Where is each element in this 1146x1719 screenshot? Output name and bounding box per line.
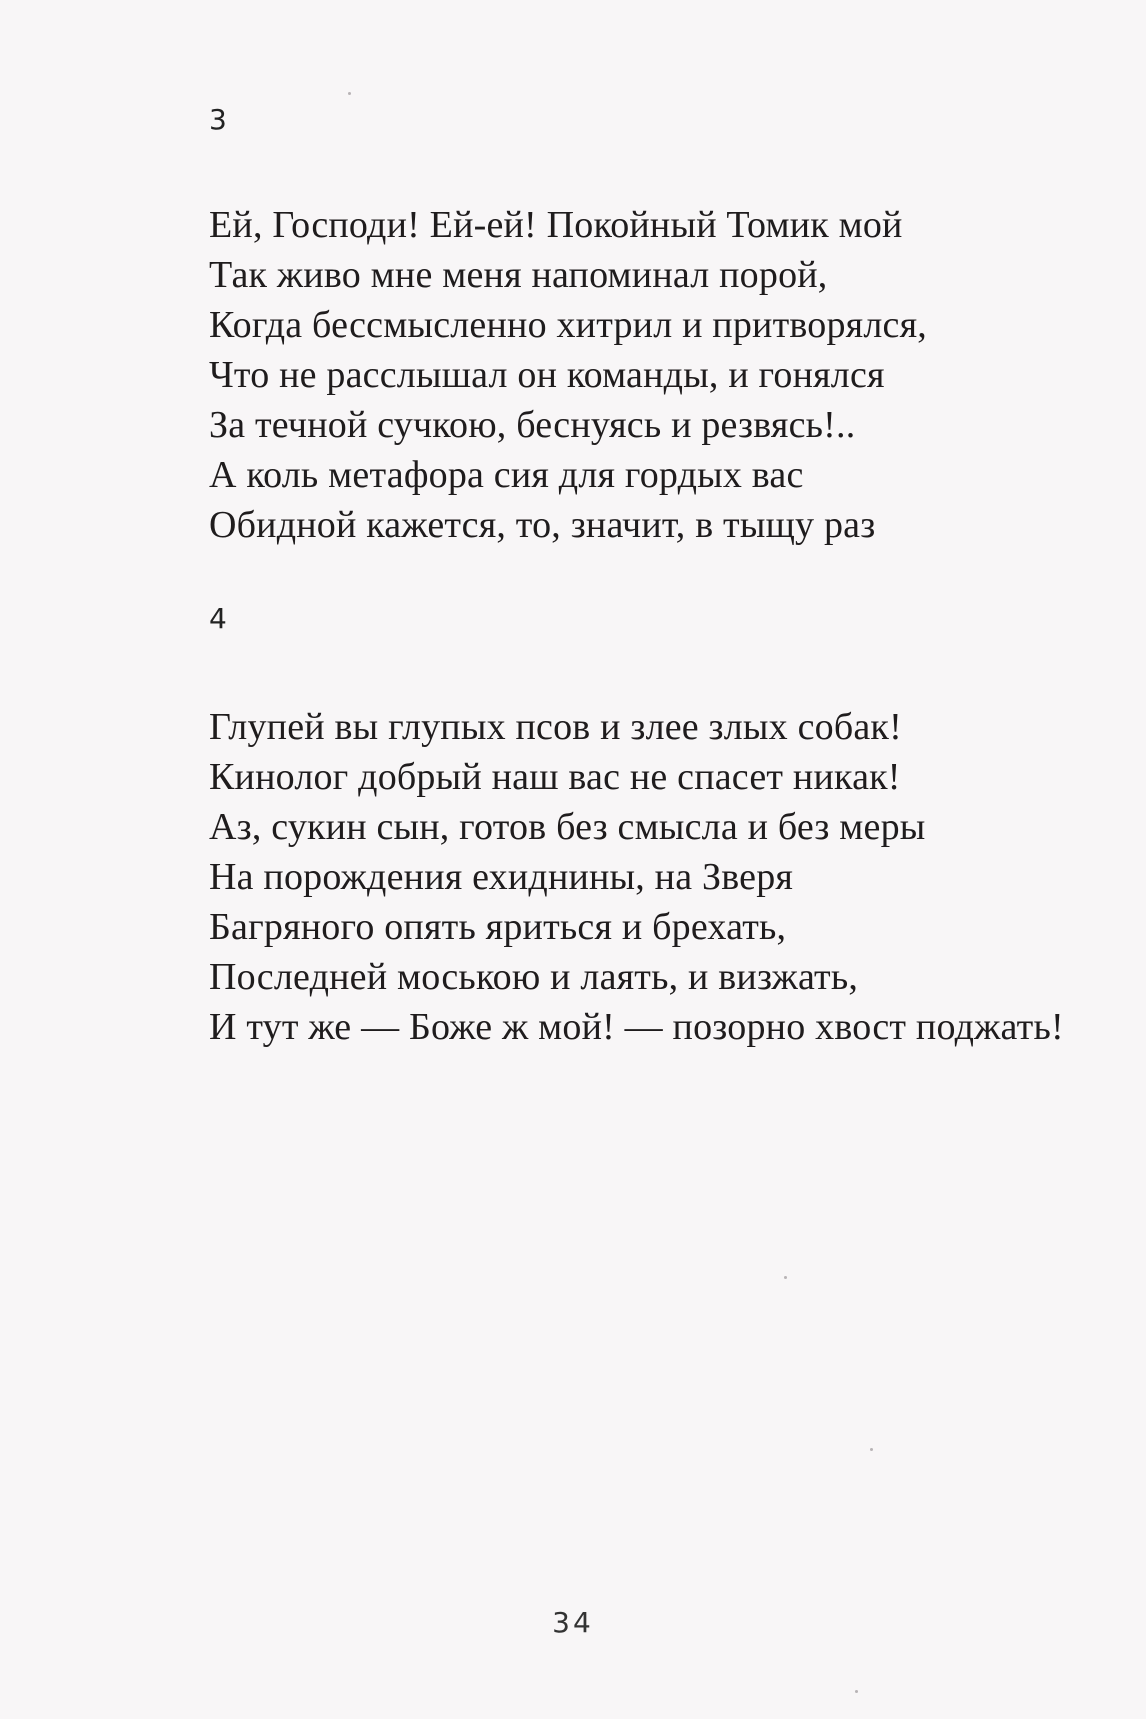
page-number: 34 xyxy=(552,1606,594,1639)
verse-line: Обидной кажется, то, значит, в тыщу раз xyxy=(209,504,876,546)
section-number: 3 xyxy=(209,103,227,136)
stanza xyxy=(209,702,1064,1052)
section-number: 4 xyxy=(209,602,227,635)
verse-line: Так живо мне меня напоминал порой, xyxy=(209,254,828,296)
paper-speck xyxy=(348,92,351,95)
verse-line: А коль метафора сия для гордых вас xyxy=(209,454,804,496)
paper-speck xyxy=(870,1448,873,1451)
verse-line: Аз, сукин сын, готов без смысла и без меры xyxy=(209,806,926,848)
verse-line: Ей, Господи! Ей-ей! Покойный Томик мой xyxy=(209,204,903,246)
stanza xyxy=(209,200,927,550)
verse-line: За течной сучкою, беснуясь и резвясь!.. xyxy=(209,404,856,446)
paper-speck xyxy=(855,1690,858,1693)
verse-line: Последней моською и лаять, и визжать, xyxy=(209,956,859,998)
verse-line: На порождения ехиднины, на Зверя xyxy=(209,856,794,898)
verse-line: Что не расслышал он команды, и гонялся xyxy=(209,354,885,396)
verse-line: Багряного опять яриться и брехать, xyxy=(209,906,787,948)
verse-line: Кинолог добрый наш вас не спасет никак! xyxy=(209,756,901,798)
paper-speck xyxy=(784,1276,787,1279)
verse-line: И тут же — Боже ж мой! — позорно хвост поджать! xyxy=(209,1006,1064,1048)
verse-line: Глупей вы глупых псов и злее злых собак! xyxy=(209,706,902,748)
verse-line: Когда бессмысленно хитрил и притворялся, xyxy=(209,304,927,346)
